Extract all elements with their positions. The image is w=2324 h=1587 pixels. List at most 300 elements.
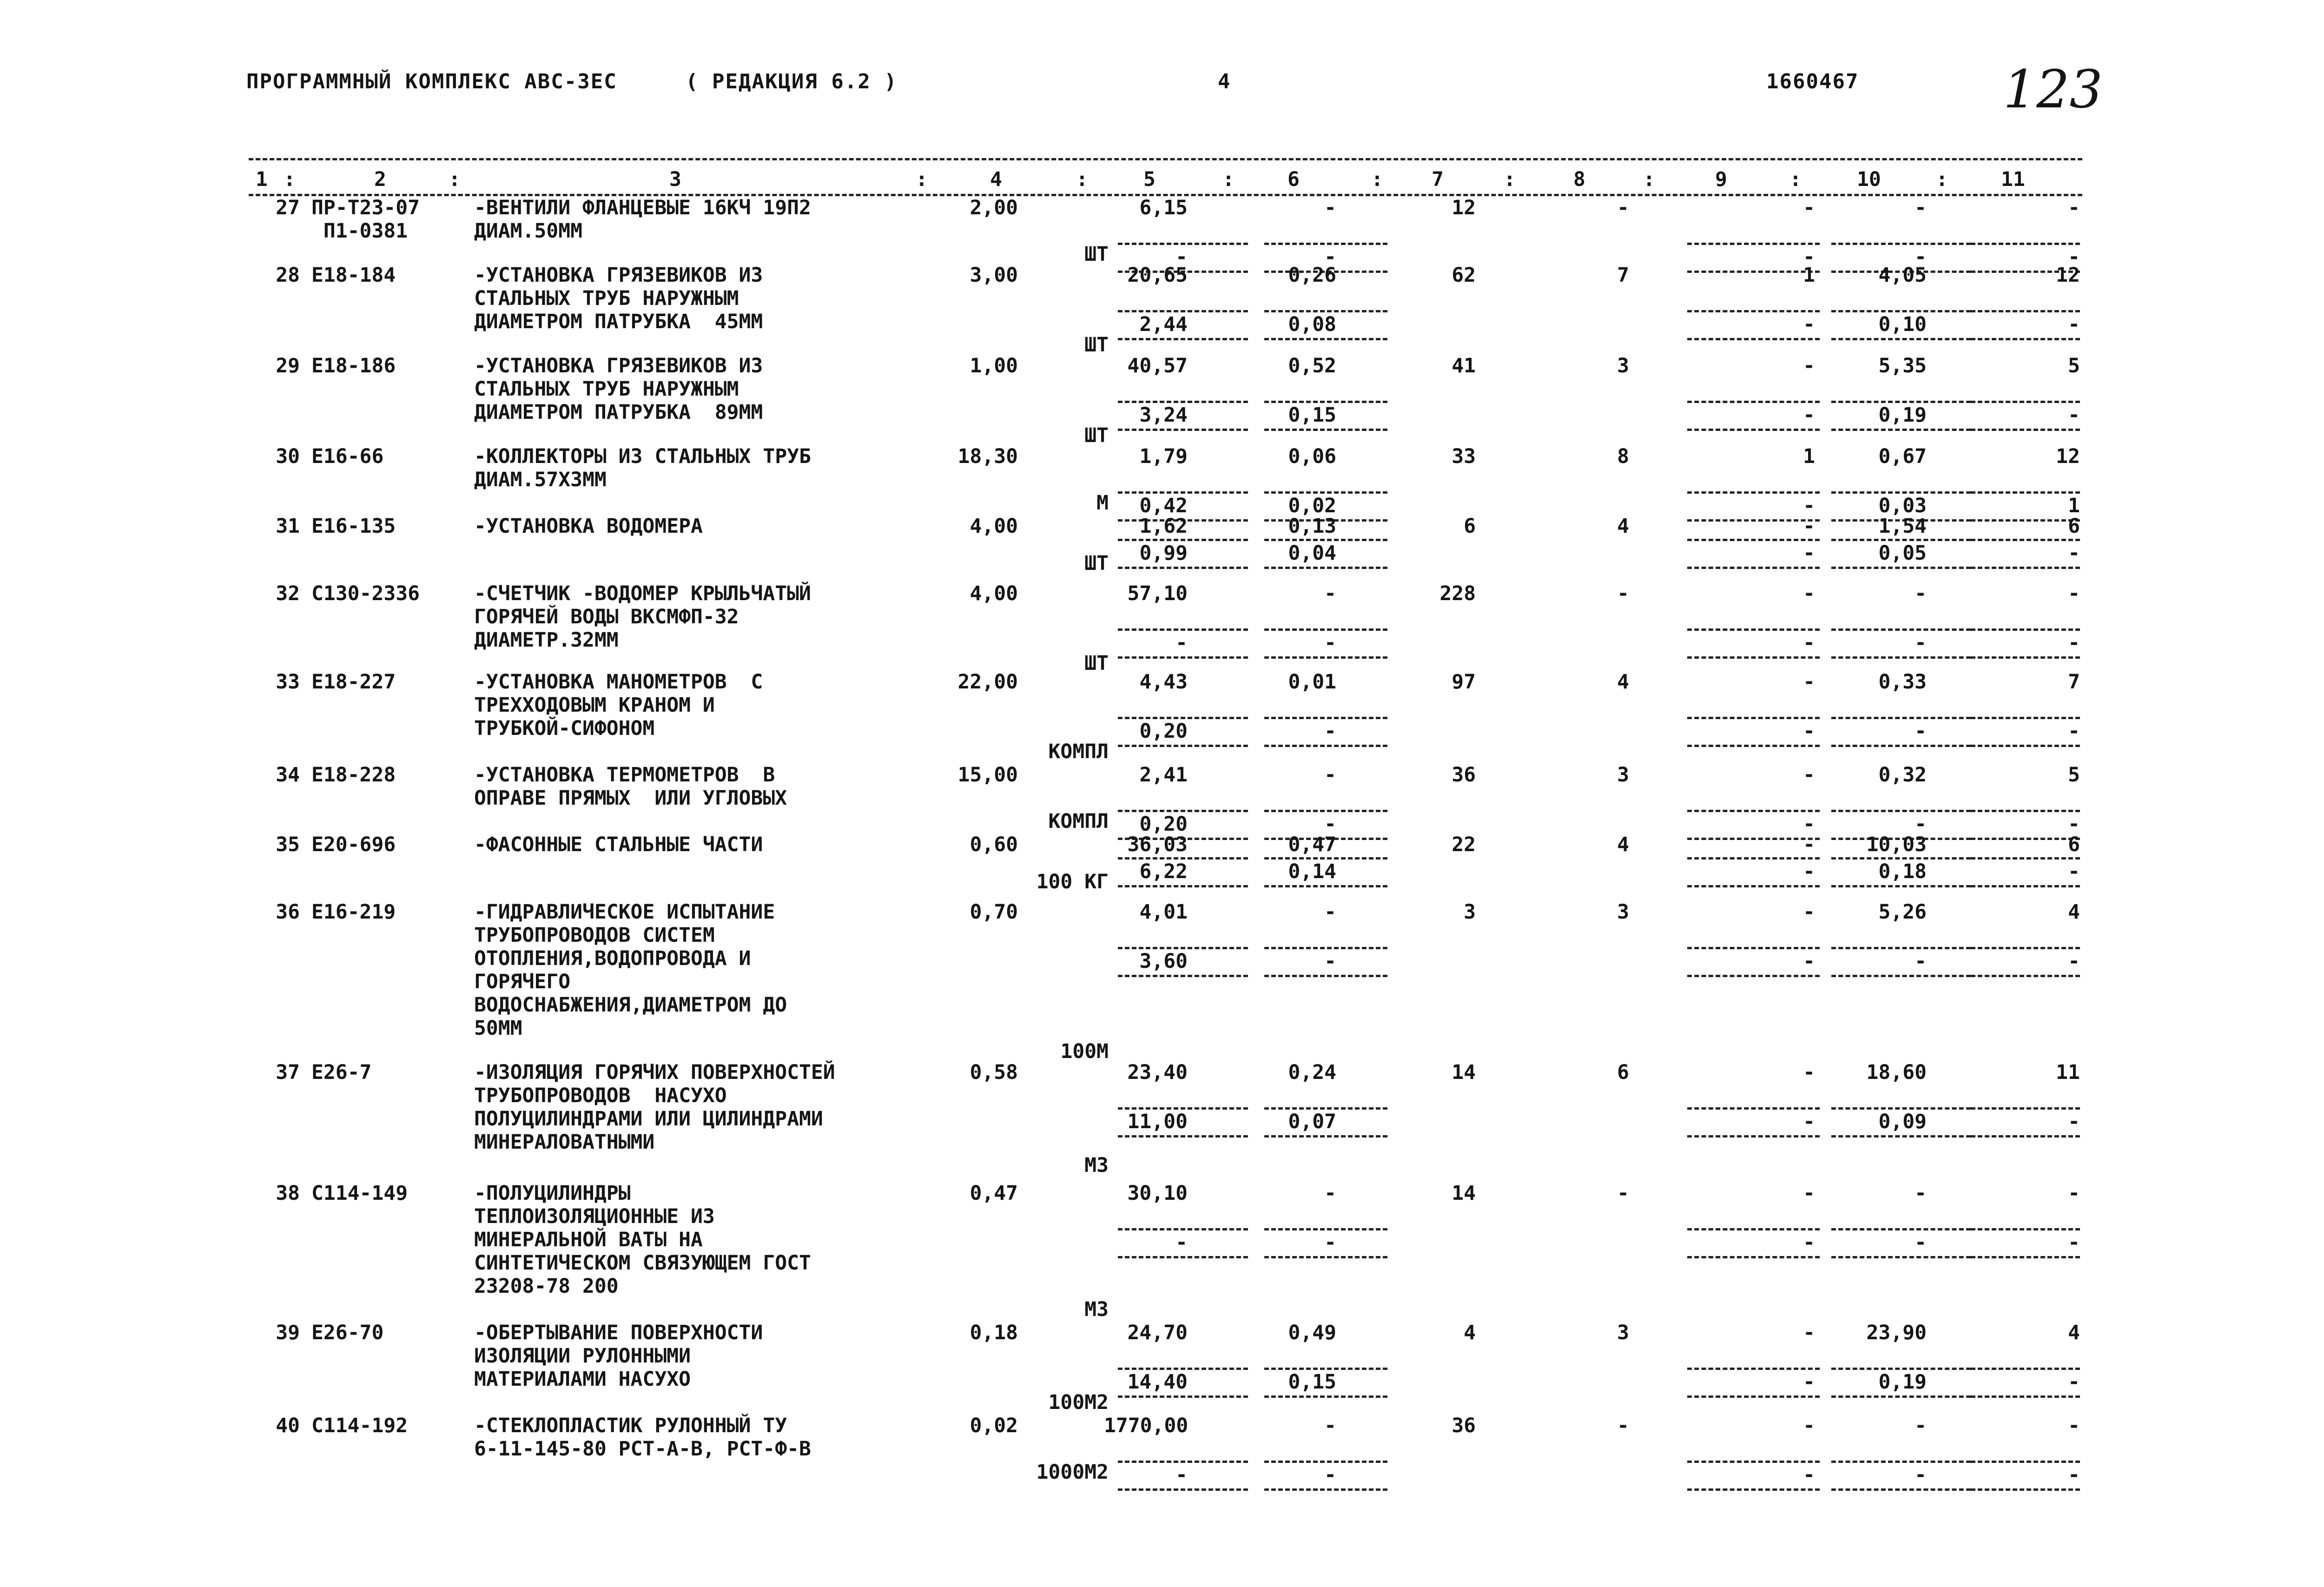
value-separator [1264, 1488, 1387, 1491]
total-cost: 41 [1452, 354, 1476, 377]
value-separator [1971, 1368, 2080, 1370]
value-separator [1687, 1395, 1820, 1398]
unit-cost-wages: 14,40 [1127, 1370, 1188, 1394]
rate-code: С130-2336 [311, 582, 420, 605]
value-separator [1831, 338, 1971, 340]
value-separator [1971, 401, 2080, 403]
row-number: 34 [276, 763, 300, 787]
unit-cost-wages: 3,60 [1139, 950, 1188, 973]
unit-cost-wages: - [1175, 1231, 1188, 1254]
value-separator [1687, 243, 1820, 245]
machine-cost-wages: 0,08 [1288, 313, 1336, 336]
total-cost: 97 [1452, 670, 1476, 694]
machine-total: - [1803, 670, 1815, 694]
value-separator [1118, 745, 1248, 747]
value-separator [1687, 885, 1820, 887]
machine-total-wages: - [1803, 860, 1815, 883]
value-separator [1971, 947, 2080, 949]
value-separator [1118, 401, 1248, 403]
rate-code: ПР-Т23-07 П1-0381 [311, 196, 420, 243]
rate-code: Е26-7 [311, 1061, 372, 1084]
machine-cost: 0,13 [1288, 515, 1336, 538]
value-separator [1118, 310, 1248, 312]
value-separator [1118, 1488, 1248, 1491]
value-separator [1831, 401, 1971, 403]
labour-hours: 1,54 [1878, 515, 1927, 538]
unit-cost-wages: 3,24 [1139, 403, 1188, 427]
value-separator [1264, 429, 1387, 431]
table-row [249, 900, 2082, 1061]
work-description: -ОБЕРТЫВАНИЕ ПОВЕРХНОСТИ ИЗОЛЯЦИИ РУЛОННЫМИ МАТЕРИАЛАМИ НАСУХО [474, 1321, 763, 1391]
table-row [249, 196, 2082, 269]
labour-hours-mech: 0,05 [1878, 542, 1927, 565]
value-separator [1118, 429, 1248, 431]
value-separator [1118, 947, 1248, 949]
machine-total-wages: - [1803, 813, 1815, 836]
labour-total: 12 [2056, 264, 2080, 287]
machine-cost: 0,24 [1288, 1061, 1336, 1084]
value-separator [1687, 628, 1820, 631]
value-separator [1118, 656, 1248, 659]
value-separator [1264, 717, 1387, 719]
value-separator [1687, 656, 1820, 659]
value-separator [1118, 857, 1248, 860]
unit-cost: 1,62 [1139, 515, 1188, 538]
labour-total-mech: - [2068, 813, 2080, 836]
quantity: 2,00 [970, 196, 1018, 219]
machine-total-wages: - [1803, 403, 1815, 427]
labour-total-mech: - [2068, 403, 2080, 427]
value-separator [1971, 1228, 2080, 1230]
unit-of-measure: ШТ [1084, 243, 1109, 266]
labour-hours: - [1915, 196, 1927, 219]
machine-total-wages: - [1803, 313, 1815, 336]
value-separator [1971, 1488, 2080, 1491]
machine-total-wages: - [1803, 720, 1815, 743]
table-row [249, 354, 2082, 445]
work-description: -УСТАНОВКА ГРЯЗЕВИКОВ ИЗ СТАЛЬНЫХ ТРУБ НАРУЖНЫМ ДИАМЕТРОМ ПАТРУБКА 89ММ [474, 354, 763, 424]
machine-cost-wages: - [1324, 631, 1336, 655]
value-separator [1687, 717, 1820, 719]
program-title: ПРОГРАММНЫЙ КОМПЛЕКС АВС-ЗЕС [246, 70, 617, 93]
value-separator [1831, 975, 1971, 977]
value-separator [1971, 656, 2080, 659]
value-separator [1118, 885, 1248, 887]
total-wages: 4 [1617, 833, 1629, 856]
quantity: 0,47 [970, 1182, 1018, 1205]
col-header: 11 [2001, 168, 2025, 191]
total-wages: - [1617, 1182, 1629, 1205]
machine-total: - [1803, 1414, 1815, 1437]
value-separator [1264, 243, 1387, 245]
labour-total-mech: - [2068, 860, 2080, 883]
labour-hours: 23,90 [1866, 1321, 1927, 1344]
value-separator [1831, 1488, 1971, 1491]
rate-code: Е16-219 [311, 900, 396, 924]
labour-total: 12 [2056, 445, 2080, 468]
value-separator [1264, 491, 1387, 494]
quantity: 18,30 [957, 445, 1018, 468]
value-separator [1971, 717, 2080, 719]
labour-total: - [2068, 1182, 2080, 1205]
machine-cost: - [1324, 900, 1336, 924]
labour-hours-mech: - [1915, 1463, 1927, 1487]
value-separator [1831, 1395, 1971, 1398]
value-separator [1831, 656, 1971, 659]
col-header: 3 [669, 168, 681, 191]
value-separator [1118, 810, 1248, 812]
total-wages: 3 [1617, 354, 1629, 377]
value-separator [1831, 310, 1971, 312]
labour-total: 5 [2068, 354, 2080, 377]
total-wages: 7 [1617, 264, 1629, 287]
labour-total-mech: - [2068, 1463, 2080, 1487]
row-number: 36 [276, 900, 300, 924]
value-separator [1831, 1135, 1971, 1137]
work-description: -КОЛЛЕКТОРЫ ИЗ СТАЛЬНЫХ ТРУБ ДИАМ.57Х3ММ [474, 445, 811, 491]
quantity: 0,70 [970, 900, 1018, 924]
machine-total: - [1803, 1321, 1815, 1344]
total-wages: 3 [1617, 900, 1629, 924]
value-separator [1118, 628, 1248, 631]
unit-cost: 57,10 [1127, 582, 1188, 605]
labour-total-mech: - [2068, 1370, 2080, 1394]
labour-hours: 4,05 [1878, 264, 1927, 287]
rate-code: С114-192 [311, 1414, 408, 1437]
value-separator [1264, 1107, 1387, 1110]
work-description: -УСТАНОВКА МАНОМЕТРОВ С ТРЕХХОДОВЫМ КРАНОМ И ТРУБКОЙ-СИФОНОМ [474, 670, 763, 740]
total-cost: 36 [1452, 763, 1476, 787]
value-separator [1831, 717, 1971, 719]
value-separator [1831, 857, 1971, 860]
total-wages: - [1617, 582, 1629, 605]
value-separator [1831, 810, 1971, 812]
quantity: 1,00 [970, 354, 1018, 377]
labour-hours-mech: - [1915, 1231, 1927, 1254]
value-separator [1831, 243, 1971, 245]
col-header: 5 [1143, 168, 1155, 191]
machine-cost-wages: 0,14 [1288, 860, 1336, 883]
col-sep: : [1643, 168, 1655, 191]
table-row [249, 515, 2082, 582]
value-separator [1687, 745, 1820, 747]
machine-cost-wages: - [1324, 950, 1336, 973]
column-header-row [249, 160, 2082, 194]
machine-total-wages: - [1803, 1370, 1815, 1394]
labour-hours: 10,03 [1866, 833, 1927, 856]
labour-total: 11 [2056, 1061, 2080, 1084]
value-separator [1264, 628, 1387, 631]
work-description: -ФАСОННЫЕ СТАЛЬНЫЕ ЧАСТИ [474, 833, 763, 856]
value-separator [1831, 1228, 1971, 1230]
unit-of-measure: ШТ [1084, 652, 1109, 675]
value-separator [1687, 1135, 1820, 1137]
value-separator [1831, 1461, 1971, 1463]
col-header: 7 [1432, 168, 1444, 191]
unit-cost-wages: 11,00 [1127, 1110, 1188, 1133]
value-separator [1687, 567, 1820, 569]
total-wages: 3 [1617, 763, 1629, 787]
unit-cost: 30,10 [1127, 1182, 1188, 1205]
quantity: 22,00 [957, 670, 1018, 694]
value-separator [1971, 1135, 2080, 1137]
labour-total: 4 [2068, 900, 2080, 924]
row-number: 40 [276, 1414, 300, 1437]
total-wages: - [1617, 196, 1629, 219]
total-cost: 62 [1452, 264, 1476, 287]
value-separator [1687, 401, 1820, 403]
value-separator [1971, 338, 2080, 340]
work-description: -ПОЛУЦИЛИНДРЫ ТЕПЛОИЗОЛЯЦИОННЫЕ ИЗ МИНЕРАЛЬНОЙ ВАТЫ НА СИНТЕТИЧЕСКОМ СВЯЗУЮЩЕМ ГОСТ 23208-78 200 [474, 1182, 811, 1298]
labour-total-mech: - [2068, 1231, 2080, 1254]
quantity: 0,58 [970, 1061, 1018, 1084]
unit-of-measure: ШТ [1084, 552, 1109, 575]
table-row [249, 582, 2082, 675]
table-body [249, 196, 2082, 1491]
total-cost: 12 [1452, 196, 1476, 219]
value-separator [1687, 1256, 1820, 1258]
unit-cost-wages: - [1175, 631, 1188, 655]
total-cost: 4 [1464, 1321, 1476, 1344]
quantity: 15,00 [957, 763, 1018, 787]
value-separator [1264, 338, 1387, 340]
value-separator [1971, 628, 2080, 631]
col-sep: : [284, 168, 296, 191]
unit-of-measure: КОМПЛ [1048, 740, 1109, 763]
col-header: 2 [374, 168, 386, 191]
unit-cost: 6,15 [1139, 196, 1188, 219]
labour-hours-mech: 0,19 [1878, 1370, 1927, 1394]
table-row [249, 670, 2082, 763]
labour-total: - [2068, 196, 2080, 219]
col-sep: : [1371, 168, 1383, 191]
value-separator [1118, 1135, 1248, 1137]
value-separator [1118, 338, 1248, 340]
row-number: 33 [276, 670, 300, 694]
labour-total: 6 [2068, 515, 2080, 538]
value-separator [1831, 1256, 1971, 1258]
unit-cost: 1770,00 [1104, 1414, 1188, 1437]
labour-total: - [2068, 582, 2080, 605]
value-separator [1118, 1395, 1248, 1398]
unit-cost: 36,03 [1127, 833, 1188, 856]
total-wages: 4 [1617, 515, 1629, 538]
total-cost: 22 [1452, 833, 1476, 856]
total-cost: 36 [1452, 1414, 1476, 1437]
unit-cost-wages: 2,44 [1139, 313, 1188, 336]
value-separator [1118, 1107, 1248, 1110]
value-separator [1264, 1135, 1387, 1137]
machine-cost-wages: 0,15 [1288, 403, 1336, 427]
document-number: 1660467 [1766, 70, 1859, 93]
rate-code: С114-149 [311, 1182, 408, 1205]
col-sep: : [916, 168, 928, 191]
unit-cost: 24,70 [1127, 1321, 1188, 1344]
labour-hours-mech: - [1915, 813, 1927, 836]
labour-hours: 0,33 [1878, 670, 1927, 694]
machine-total-wages: - [1803, 1110, 1815, 1133]
unit-cost-wages: 0,42 [1139, 494, 1188, 517]
total-cost: 14 [1452, 1061, 1476, 1084]
labour-hours: 5,35 [1878, 354, 1927, 377]
labour-hours-mech: 0,19 [1878, 403, 1927, 427]
value-separator [1971, 310, 2080, 312]
labour-hours-mech: - [1915, 631, 1927, 655]
value-separator [1687, 1368, 1820, 1370]
value-separator [1971, 975, 2080, 977]
value-separator [1831, 567, 1971, 569]
machine-total: - [1803, 196, 1815, 219]
machine-cost-wages: 0,07 [1288, 1110, 1336, 1133]
unit-cost-wages: - [1175, 1463, 1188, 1487]
row-number: 28 [276, 264, 300, 287]
machine-cost-wages: - [1324, 1231, 1336, 1254]
total-wages: 8 [1617, 445, 1629, 468]
value-separator [1831, 745, 1971, 747]
labour-total-mech: - [2068, 720, 2080, 743]
labour-hours-mech: 0,18 [1878, 860, 1927, 883]
labour-hours-mech: 0,03 [1878, 494, 1927, 517]
work-description: -СТЕКЛОПЛАСТИК РУЛОННЫЙ ТУ 6-11-145-80 РСТ-А-В, РСТ-Ф-В [474, 1414, 811, 1461]
machine-total: 1 [1803, 264, 1815, 287]
value-separator [1264, 745, 1387, 747]
work-description: -ГИДРАВЛИЧЕСКОЕ ИСПЫТАНИЕ ТРУБОПРОВОДОВ СИСТЕМ ОТОПЛЕНИЯ,ВОДОПРОВОДА И ГОРЯЧЕГО ВОДОСНАБЖЕНИЯ,ДИАМЕТРОМ ДО 50ММ [474, 900, 787, 1040]
row-number: 35 [276, 833, 300, 856]
quantity: 4,00 [970, 515, 1018, 538]
labour-total-mech: - [2068, 313, 2080, 336]
table-row [249, 445, 2082, 515]
work-description: -УСТАНОВКА ВОДОМЕРА [474, 515, 703, 538]
total-wages: 4 [1617, 670, 1629, 694]
value-separator [1687, 1228, 1820, 1230]
total-wages: 6 [1617, 1061, 1629, 1084]
value-separator [1971, 1107, 2080, 1110]
labour-total-mech: - [2068, 950, 2080, 973]
labour-total-mech: - [2068, 1110, 2080, 1133]
machine-cost-wages: - [1324, 813, 1336, 836]
labour-hours: 0,67 [1878, 445, 1927, 468]
machine-total: - [1803, 900, 1815, 924]
value-separator [1971, 491, 2080, 494]
labour-hours-mech: 0,09 [1878, 1110, 1927, 1133]
row-number: 38 [276, 1182, 300, 1205]
machine-total-wages: - [1803, 1463, 1815, 1487]
labour-hours-mech: - [1915, 720, 1927, 743]
value-separator [1971, 567, 2080, 569]
machine-cost: 0,49 [1288, 1321, 1336, 1344]
machine-cost-wages: 0,04 [1288, 542, 1336, 565]
unit-of-measure: КОМПЛ [1048, 810, 1109, 833]
unit-of-measure: 100 КГ [1036, 870, 1109, 893]
row-number: 29 [276, 354, 300, 377]
unit-of-measure: ШТ [1084, 333, 1109, 357]
value-separator [1687, 975, 1820, 977]
row-number: 37 [276, 1061, 300, 1084]
labour-hours: - [1915, 582, 1927, 605]
col-sep: : [1076, 168, 1088, 191]
value-separator [1971, 857, 2080, 860]
unit-cost: 1,79 [1139, 445, 1188, 468]
machine-cost: 0,06 [1288, 445, 1336, 468]
value-separator [1118, 1461, 1248, 1463]
value-separator [1831, 628, 1971, 631]
quantity: 0,18 [970, 1321, 1018, 1344]
labour-hours-mech: - [1915, 950, 1927, 973]
unit-of-measure: М [1096, 491, 1109, 515]
quantity: 4,00 [970, 582, 1018, 605]
machine-total-wages: - [1803, 245, 1815, 269]
value-separator [1831, 429, 1971, 431]
unit-cost: 4,01 [1139, 900, 1188, 924]
rate-code: Е18-184 [311, 264, 396, 287]
total-cost: 228 [1439, 582, 1476, 605]
machine-total: - [1803, 515, 1815, 538]
value-separator [1831, 491, 1971, 494]
col-sep: : [449, 168, 461, 191]
total-wages: - [1617, 1414, 1629, 1437]
value-separator [1264, 810, 1387, 812]
machine-cost: 0,47 [1288, 833, 1336, 856]
col-sep: : [1789, 168, 1802, 191]
quantity: 0,60 [970, 833, 1018, 856]
col-header: 9 [1715, 168, 1727, 191]
value-separator [1118, 717, 1248, 719]
machine-cost: - [1324, 582, 1336, 605]
estimate-table [249, 158, 2082, 1491]
value-separator [1118, 491, 1248, 494]
labour-total: 5 [2068, 763, 2080, 787]
value-separator [1264, 539, 1387, 541]
machine-cost: - [1324, 763, 1336, 787]
row-number: 39 [276, 1321, 300, 1344]
labour-total-mech: - [2068, 631, 2080, 655]
value-separator [1118, 539, 1248, 541]
machine-total: - [1803, 1061, 1815, 1084]
value-separator [1264, 1395, 1387, 1398]
table-row [249, 1321, 2082, 1414]
table-row [249, 1414, 2082, 1491]
value-separator [1831, 1107, 1971, 1110]
unit-cost: 23,40 [1127, 1061, 1188, 1084]
labour-total: 7 [2068, 670, 2080, 694]
rate-code: Е26-70 [311, 1321, 384, 1344]
quantity: 0,02 [970, 1414, 1018, 1437]
labour-total-mech: 1 [2068, 494, 2080, 517]
col-header: 10 [1857, 168, 1881, 191]
value-separator [1687, 857, 1820, 860]
value-separator [1687, 1107, 1820, 1110]
machine-cost-wages: - [1324, 720, 1336, 743]
col-sep: : [1222, 168, 1235, 191]
value-separator [1971, 429, 2080, 431]
value-separator [1971, 885, 2080, 887]
machine-cost: - [1324, 1414, 1336, 1437]
machine-cost: - [1324, 196, 1336, 219]
machine-total-wages: - [1803, 631, 1815, 655]
value-separator [1831, 539, 1971, 541]
labour-hours: - [1915, 1182, 1927, 1205]
unit-of-measure: 1000М2 [1036, 1461, 1109, 1484]
value-separator [1831, 1368, 1971, 1370]
table-row [249, 1182, 2082, 1321]
unit-cost-wages: 0,20 [1139, 813, 1188, 836]
value-separator [1264, 1368, 1387, 1370]
value-separator [1687, 338, 1820, 340]
machine-total-wages: - [1803, 494, 1815, 517]
unit-of-measure: ШТ [1084, 424, 1109, 447]
labour-total-mech: - [2068, 245, 2080, 269]
total-cost: 6 [1464, 515, 1476, 538]
